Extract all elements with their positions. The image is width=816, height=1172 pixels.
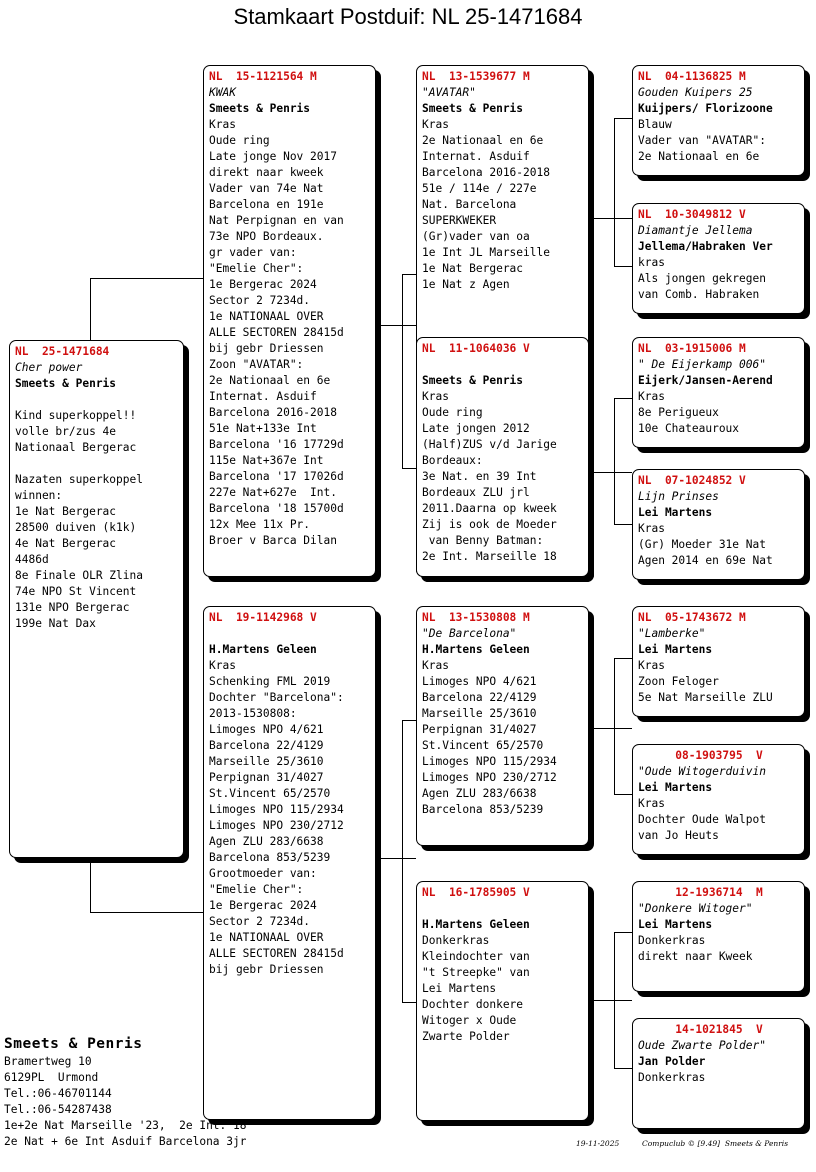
note-line: 5e Nat Marseille ZLU [638,691,773,704]
note-line: Agen ZLU 283/6638 [209,835,324,848]
connector-line [614,398,615,524]
connector-line [614,118,632,119]
note-line: Lei Martens [422,982,497,995]
note-line: 227e Nat+627e Int. [209,486,337,499]
note-line: Kleindochter van [422,950,530,963]
note-line: Internat. Asduif [422,150,530,163]
note-line: 1e Nat z Agen [422,278,510,291]
pigeon-name [422,901,584,917]
note-line: 131e NPO Bergerac [15,601,130,614]
note-line: Limoges NPO 4/621 [422,675,537,688]
connector-line [402,1002,416,1003]
note-line: Limoges NPO 230/2712 [209,819,344,832]
connector-line [90,858,91,912]
note-line: Perpignan 31/4027 [422,723,537,736]
note-line: 2011.Daarna op kweek [422,502,557,515]
note-line: Late jongen 2012 [422,422,530,435]
note-line: Nat Perpignan en van [209,214,344,227]
note-line: SUPERKWEKER [422,214,497,227]
note-line: bij gebr Driessen [209,342,324,355]
note-line: Donkerkras [422,934,490,947]
ring-number: NL 10-3049812 V [638,208,746,221]
pigeon-name: Lijn Prinses [638,490,719,503]
ring-number: 08-1903795 V [675,749,763,762]
print-date: 19-11-2025 [576,1139,620,1148]
pedigree-card-mmm[interactable] [632,1018,805,1129]
breeder-name: Lei Martens [638,643,713,656]
note-line: 74e NPO St Vincent [15,585,137,598]
note-line: "Emelie Cher": [209,883,304,896]
note-line: Kras [638,797,665,810]
note-line: Barcelona 2016-2018 [209,406,337,419]
note-line: Limoges NPO 115/2934 [422,755,557,768]
note-line: Donkerkras [638,1071,706,1084]
breeder-name: H.Martens Geleen [422,643,530,656]
connector-line [402,720,416,721]
note-line: Bordeaux: [422,454,483,467]
note-line: 1e Nat Bergerac [15,505,117,518]
note-line: 1e Nat Bergerac [422,262,524,275]
note-line: Barcelona '18 15700d [209,502,344,515]
note-line: Kras [209,659,236,672]
note-line: Donkerkras [638,934,706,947]
owner-postcode: 6129PL Urmond [4,1071,99,1084]
pedigree-card-fff[interactable] [632,65,805,176]
breeder-name: Smeets & Penris [422,102,524,115]
connector-line [614,794,632,795]
connector-line [402,468,416,469]
note-line: Oude ring [422,406,483,419]
owner-block [4,1034,246,1150]
breeder-name: Jellema/Habraken Ver [638,240,773,253]
connector-line [589,218,632,219]
breeder-name: Kuijpers/ Florizoone [638,102,773,115]
note-line: Nationaal Bergerac [15,441,137,454]
note-line: Grootmoeder van: [209,867,317,880]
pigeon-name: Cher power [15,361,83,374]
note-line: (Gr) Moeder 31e Nat [638,538,766,551]
note-line: 8e Finale OLR Zlina [15,569,143,582]
note-line: Limoges NPO 230/2712 [422,771,557,784]
ring-number: 14-1021845 V [675,1023,763,1036]
connector-line [90,278,91,340]
pigeon-name: "Donkere Witoger" [638,902,753,915]
breeder-name: H.Martens Geleen [422,918,530,931]
note-line: winnen: [15,489,63,502]
note-line: Barcelona 853/5239 [209,851,331,864]
note-line: 2013-1530808: [209,707,297,720]
ring-number: 12-1936714 M [675,886,763,899]
pedigree-card-subject[interactable] [9,340,184,858]
note-line: "Emelie Cher": [209,262,304,275]
note-line: Oude ring [209,134,270,147]
ring-number: NL 07-1024852 V [638,474,746,487]
pedigree-card-father[interactable] [203,65,376,577]
breeder-name: Lei Martens [638,781,713,794]
note-line: Bordeaux ZLU jrl [422,486,530,499]
note-line: Marseille 25/3610 [422,707,537,720]
note-line: Kras [638,659,665,672]
note-line: Kras [422,390,449,403]
note-line: 2e Int. Marseille 18 [422,550,557,563]
note-line: Agen 2014 en 69e Nat [638,554,773,567]
note-line: 4486d [15,553,49,566]
note-line: direkt naar kweek [209,166,324,179]
note-line [15,392,179,408]
note-line: St.Vincent 65/2570 [422,739,544,752]
owner-name: Smeets & Penris [4,1036,143,1052]
pedigree-card-mfm[interactable] [632,744,805,855]
note-line: Barcelona 853/5239 [422,803,544,816]
note-line: gr vader van: [209,246,297,259]
connector-line [614,118,615,266]
breeder-name: H.Martens Geleen [209,643,317,656]
note-line: (Gr)vader van oa [422,230,530,243]
note-line: Als jongen gekregen [638,272,766,285]
note-line: 4e Nat Bergerac [15,537,117,550]
note-line: Zoon Feloger [638,675,719,688]
note-line: Kras [422,118,449,131]
ring-number: NL 19-1142968 V [209,611,317,624]
owner-achievement: 1e+2e Nat Marseille '23, 2e Int.'18 [4,1119,247,1132]
note-line: direkt naar Kweek [638,950,753,963]
note-line: kras [638,256,665,269]
note-line: 1e NATIONAAL OVER [209,310,324,323]
breeder-name: Lei Martens [638,918,713,931]
note-line: 12x Mee 11x Pr. [209,518,311,531]
breeder-name: Smeets & Penris [209,102,311,115]
software-credit: Compuclub © [9.49] Smeets & Penris [642,1139,789,1148]
note-line: van Comb. Habraken [638,288,760,301]
owner-phone: Tel.:06-46701144 [4,1087,112,1100]
note-line: 3e Nat. en 39 Int [422,470,537,483]
note-line: 115e Nat+367e Int [209,454,324,467]
note-line: Witoger x Oude [422,1014,517,1027]
note-line: Perpignan 31/4027 [209,771,324,784]
connector-line [402,274,416,275]
connector-line [90,278,204,279]
pedigree-card-fmm[interactable] [632,469,805,580]
note-line: 8e Perigueux [638,406,719,419]
connector-line [614,932,615,1068]
connector-line [614,524,632,525]
note-line [15,456,179,472]
note-line: 1e Int JL Marseille [422,246,550,259]
breeder-name: Lei Martens [638,506,713,519]
note-line: Zij is ook de Moeder [422,518,557,531]
pigeon-name: "De Barcelona" [422,627,517,640]
ring-number: NL 13-1539677 M [422,70,530,83]
ring-number: NL 15-1121564 M [209,70,317,83]
note-line: Sector 2 7234d. [209,294,311,307]
note-line: Kind superkoppel!! [15,409,137,422]
note-line: Blauw [638,118,672,131]
connector-line [614,1068,632,1069]
note-line: 1e Bergerac 2024 [209,278,317,291]
note-line: Vader van "AVATAR": [638,134,766,147]
note-line: Dochter Oude Walpot [638,813,766,826]
note-line: Barcelona 22/4129 [209,739,324,752]
pigeon-name: "AVATAR" [422,86,476,99]
note-line: Late jonge Nov 2017 [209,150,337,163]
note-line: 73e NPO Bordeaux. [209,230,324,243]
note-line: Nazaten superkoppel [15,473,143,486]
note-line: Barcelona 22/4129 [422,691,537,704]
note-line: Nat. Barcelona [422,198,517,211]
breeder-name: Jan Polder [638,1055,706,1068]
note-line: Barcelona 2016-2018 [422,166,550,179]
note-line: 51e / 114e / 227e [422,182,537,195]
note-line: Zoon "AVATAR": [209,358,304,371]
pedigree-card-fmf[interactable] [632,337,805,448]
note-line: van Jo Heuts [638,829,719,842]
note-line: van Benny Batman: [422,534,544,547]
ring-number: NL 04-1136825 M [638,70,746,83]
connector-line [614,658,632,659]
note-line: 10e Chateauroux [638,422,740,435]
note-line: Schenking FML 2019 [209,675,331,688]
pedigree-card-mf[interactable] [416,606,589,846]
connector-line [589,1000,632,1001]
note-line: (Half)ZUS v/d Jarige [422,438,557,451]
note-line: Barcelona '16 17729d [209,438,344,451]
pigeon-name: "Oude Witogerduivin [638,765,766,778]
connector-line [614,658,615,794]
note-line: Kras [209,118,236,131]
note-line: Kras [638,522,665,535]
connector-line [376,858,416,859]
pedigree-card-mm[interactable] [416,881,589,1121]
note-line: Barcelona en 191e [209,198,324,211]
note-line: Marseille 25/3610 [209,755,324,768]
note-line: Zwarte Polder [422,1030,510,1043]
ring-number: NL 11-1064036 V [422,342,530,355]
note-line: Kras [638,390,665,403]
pedigree-card-mff[interactable] [632,606,805,717]
breeder-name: Smeets & Penris [422,374,524,387]
ring-number: NL 25-1471684 [15,345,110,358]
note-line: 2e Nationaal en 6e [638,150,760,163]
pigeon-name: "Lamberke" [638,627,706,640]
note-line: bij gebr Driessen [209,963,324,976]
connector-line [614,932,632,933]
note-line: 1e NATIONAAL OVER [209,931,324,944]
pigeon-name: Oude Zwarte Polder" [638,1039,766,1052]
breeder-name: Eijerk/Jansen-Aerend [638,374,773,387]
note-line: volle br/zus 4e [15,425,117,438]
note-line: Broer v Barca Dilan [209,534,337,547]
connector-line [614,266,632,267]
connector-line [614,398,632,399]
connector-line [402,720,403,1002]
connector-line [589,472,632,473]
page-title: Stamkaart Postduif: NL 25-1471684 [233,4,583,29]
note-line: Vader van 74e Nat [209,182,324,195]
note-line: 51e Nat+133e Int [209,422,317,435]
note-line: Sector 2 7234d. [209,915,311,928]
pigeon-name [209,626,371,642]
ring-number: NL 05-1743672 M [638,611,746,624]
pigeon-name [422,357,584,373]
pigeon-name: " De Eijerkamp 006" [638,358,766,371]
ring-number: NL 03-1915006 M [638,342,746,355]
note-line: Limoges NPO 4/621 [209,723,324,736]
owner-achievement: 2e Nat + 6e Int Asduif Barcelona 3jr [4,1135,247,1148]
breeder-name: Smeets & Penris [15,377,117,390]
note-line: St.Vincent 65/2570 [209,787,331,800]
pigeon-name: Diamantje Jellema [638,224,753,237]
note-line: "t Streepke" van [422,966,530,979]
note-line: 2e Nationaal en 6e [209,374,331,387]
note-line: Internat. Asduif [209,390,317,403]
note-line: Barcelona '17 17026d [209,470,344,483]
note-line: Kras [422,659,449,672]
note-line: ALLE SECTOREN 28415d [209,947,344,960]
pedigree-card-ffm[interactable] [632,203,805,314]
ring-number: NL 13-1530808 M [422,611,530,624]
pedigree-card-fm[interactable] [416,337,589,577]
note-line: 2e Nationaal en 6e [422,134,544,147]
note-line: 28500 duiven (k1k) [15,521,137,534]
owner-phone: Tel.:06-54287438 [4,1103,112,1116]
pedigree-card-mmf[interactable] [632,881,805,992]
note-line: ALLE SECTOREN 28415d [209,326,344,339]
note-line: Dochter "Barcelona": [209,691,344,704]
note-line: Limoges NPO 115/2934 [209,803,344,816]
connector-line [589,728,632,729]
note-line: Agen ZLU 283/6638 [422,787,537,800]
note-line: Dochter donkere [422,998,524,1011]
ring-number: NL 16-1785905 V [422,886,530,899]
connector-line [376,325,416,326]
pigeon-name: KWAK [209,86,236,99]
connector-line [402,274,403,468]
note-line: 1e Bergerac 2024 [209,899,317,912]
owner-address: Bramertweg 10 [4,1055,92,1068]
note-line: 199e Nat Dax [15,617,96,630]
connector-line [90,912,204,913]
pigeon-name: Gouden Kuipers 25 [638,86,753,99]
